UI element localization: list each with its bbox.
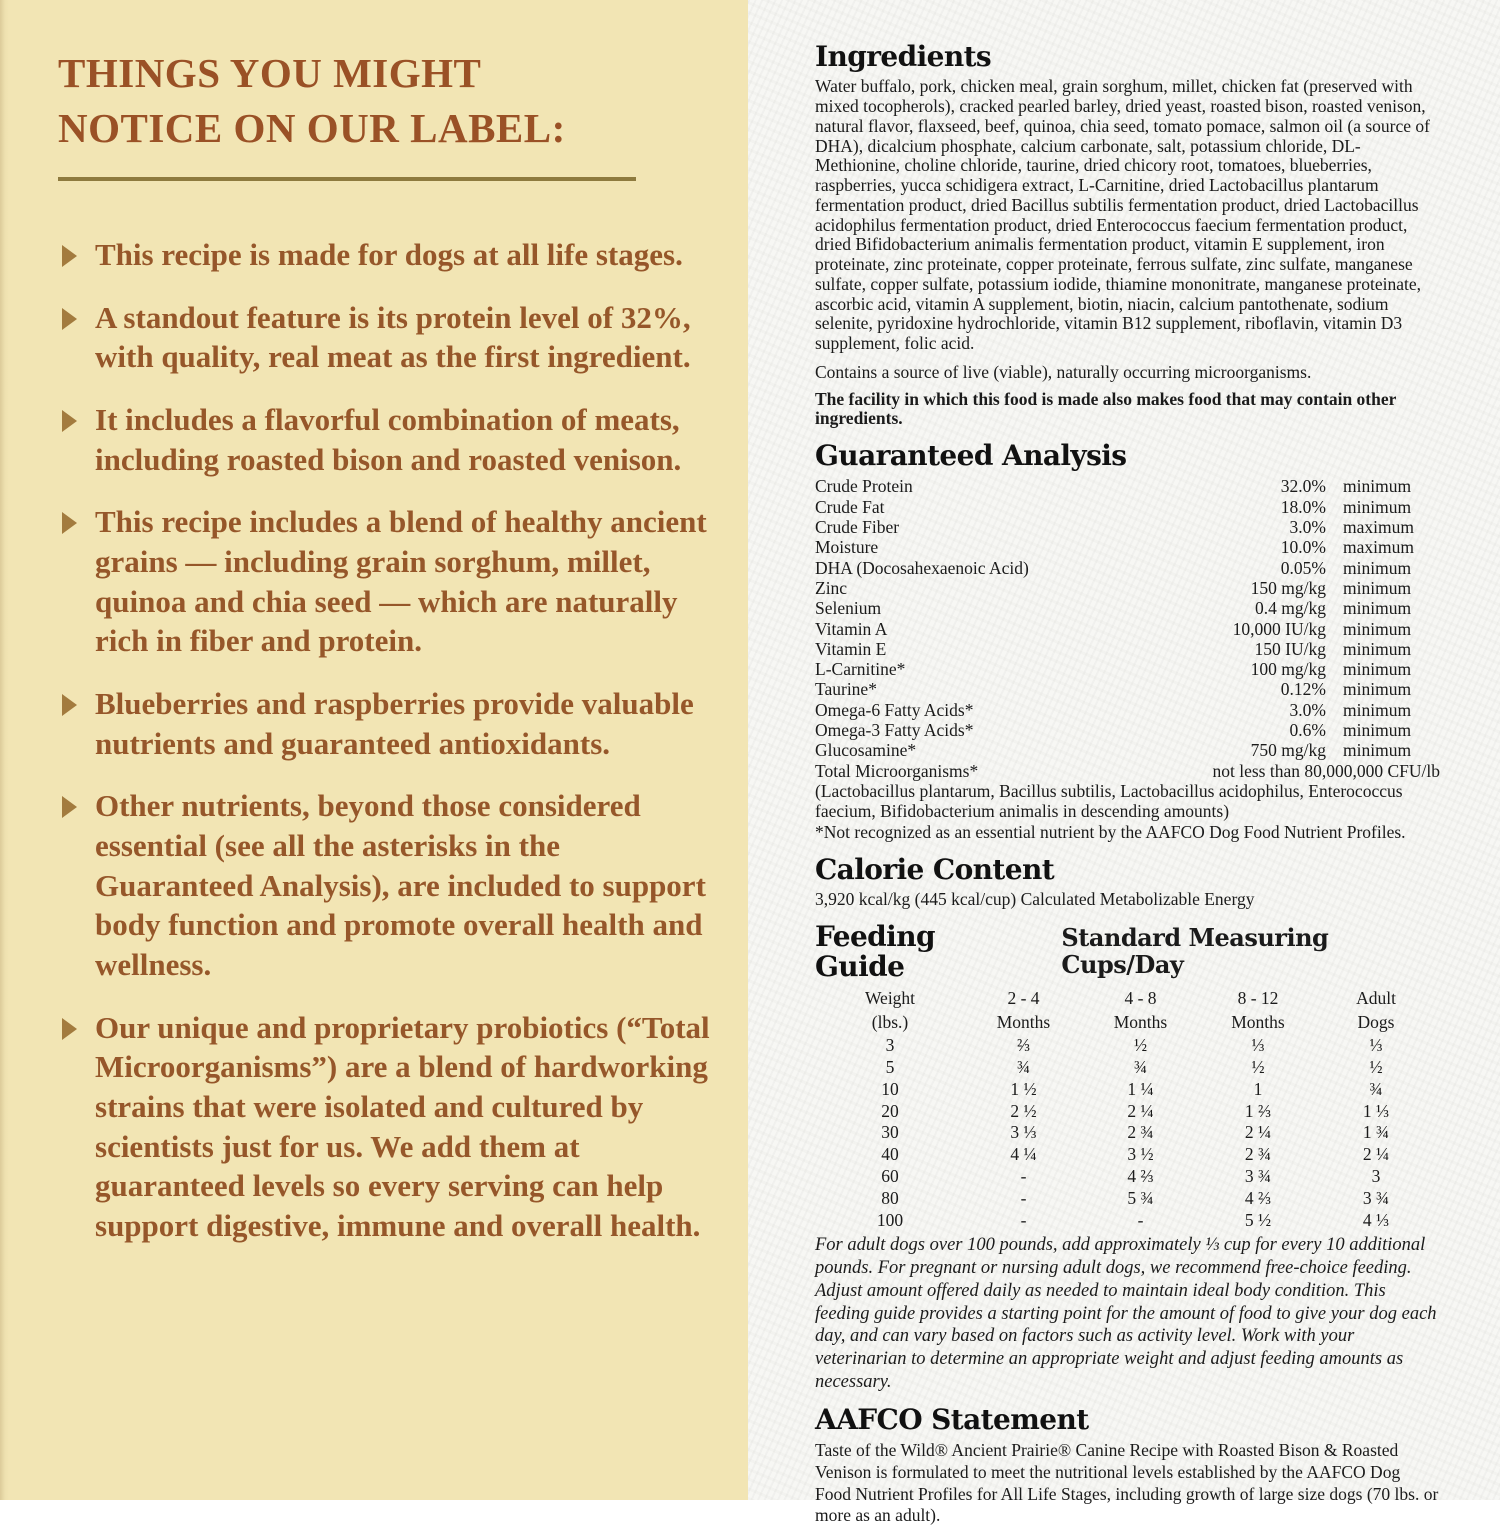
table-row — [815, 740, 1440, 760]
weight-cell: 60 — [881, 1166, 899, 1187]
bullet-triangle-icon — [62, 512, 77, 534]
calorie-content-heading: Calorie Content — [815, 852, 1055, 886]
label-notes-list — [58, 235, 720, 1246]
table-row — [815, 497, 1440, 517]
feeding-guide-note: For adult dogs over 100 pounds, add approximately ⅓ cup for every 10 additional pounds. For pregnant or nursing adult dogs, we recommend free-choice feeding. Adjust amount offered daily as needed to maintain ideal body condition. This feeding guide provides a starting point for the amount of food to give your dog each day, and can vary based on factors such as activity level. Work with your veterinarian to determine an appropriate weight and adjust feeding amounts as necessary. — [815, 1235, 1437, 1392]
table-row — [815, 1101, 1435, 1123]
cups-2-4-months-cell: ⅔ — [1016, 1035, 1031, 1056]
cups-2-4-months-cell: 1 ½ — [1010, 1078, 1037, 1099]
left-panel-title — [58, 46, 720, 155]
aafco-statement-section — [815, 1402, 1440, 1527]
feeding-guide-section — [815, 919, 1440, 1394]
table-row — [815, 679, 1440, 699]
table-row — [815, 598, 1440, 618]
calorie-content-text: 3,920 kcal/kg (445 kcal/cup) Calculated Metabolizable Energy — [815, 889, 1255, 910]
cups-4-8-months-cell: 3 ½ — [1127, 1144, 1154, 1165]
cups-adult-cell: 4 ⅓ — [1362, 1209, 1390, 1230]
nutrient-qualifier: maximum — [1343, 517, 1414, 538]
cups-2-4-months-cell: 3 ⅓ — [1010, 1122, 1037, 1143]
nutrient-qualifier: minimum — [1343, 720, 1412, 741]
list-item — [58, 400, 720, 479]
column-header-line-1: Adult — [1356, 988, 1396, 1009]
nutrient-label: Vitamin A — [815, 618, 888, 639]
table-row — [815, 1122, 1435, 1144]
left-panel — [0, 0, 748, 1500]
column-header-line-1: 2 - 4 — [1007, 988, 1040, 1009]
weight-cell: 100 — [876, 1209, 904, 1230]
title-line-1: THINGS YOU MIGHT — [58, 50, 482, 96]
feeding-guide-header — [815, 919, 1440, 984]
nutrient-value: 0.6% — [1289, 720, 1326, 741]
contains-statement: Contains a source of live (viable), naturally occurring microorganisms. — [815, 361, 1312, 382]
nutrient-label: Total Microorganisms* — [815, 760, 979, 781]
nutrient-value: 10,000 IU/kg — [1232, 618, 1326, 639]
nutrient-label: DHA (Docosahexaenoic Acid) — [815, 557, 1029, 578]
cups-adult-cell: 2 ¼ — [1362, 1144, 1390, 1165]
column-header — [965, 986, 1082, 1034]
nutrient-label: Omega-3 Fatty Acids* — [815, 720, 974, 741]
column-header-line-2: Months — [996, 1012, 1051, 1033]
cups-2-4-months-cell: - — [1020, 1209, 1027, 1230]
table-row — [815, 558, 1440, 578]
bullet-triangle-icon — [62, 1018, 77, 1040]
column-header — [1317, 986, 1435, 1034]
column-header — [815, 986, 965, 1034]
cups-adult-cell: 3 ¾ — [1362, 1187, 1390, 1208]
column-header-line-2: (lbs.) — [871, 1012, 909, 1033]
bullet-triangle-icon — [62, 796, 77, 818]
bullet-text: This recipe is made for dogs at all life stages. — [95, 237, 683, 273]
cups-adult-cell: 1 ⅓ — [1362, 1100, 1390, 1121]
nutrient-value: 0.05% — [1280, 557, 1326, 578]
nutrient-qualifier: minimum — [1343, 659, 1412, 680]
nutrient-label: Vitamin E — [815, 638, 887, 659]
column-header-line-2: Dogs — [1357, 1012, 1395, 1033]
nutrient-value: 750 mg/kg — [1250, 740, 1326, 761]
aafco-statement-heading: AAFCO Statement — [815, 1402, 1089, 1436]
cups-8-12-months-cell: 2 ¾ — [1244, 1144, 1272, 1165]
weight-cell: 80 — [881, 1187, 899, 1208]
table-row — [815, 517, 1440, 537]
nutrient-qualifier: minimum — [1343, 740, 1412, 761]
cups-2-4-months-cell: ¾ — [1016, 1057, 1031, 1078]
nutrient-label: Omega-6 Fatty Acids* — [815, 699, 974, 720]
ingredients-section — [815, 42, 1440, 429]
cups-2-4-months-cell: - — [1020, 1166, 1027, 1187]
table-row — [815, 1188, 1435, 1210]
cups-adult-cell: ¾ — [1369, 1078, 1383, 1099]
list-item — [58, 502, 720, 661]
nutrient-qualifier: minimum — [1343, 598, 1412, 619]
nutrient-qualifier: minimum — [1343, 699, 1412, 720]
column-header-line-1: 8 - 12 — [1237, 988, 1279, 1009]
nutrient-qualifier: minimum — [1343, 618, 1412, 639]
cups-2-4-months-cell: 4 ¼ — [1010, 1144, 1037, 1165]
table-row — [815, 1079, 1435, 1101]
cups-8-12-months-cell: 4 ⅔ — [1244, 1187, 1272, 1208]
table-row — [815, 1144, 1435, 1166]
table-row — [815, 537, 1440, 557]
cups-4-8-months-cell: ½ — [1133, 1035, 1148, 1056]
cups-adult-cell: ⅓ — [1369, 1035, 1383, 1056]
nutrient-label: Crude Fat — [815, 496, 885, 517]
nutrient-value: 0.4 mg/kg — [1255, 598, 1326, 619]
cups-8-12-months-cell: 3 ¾ — [1244, 1166, 1272, 1187]
nutrient-value: 32.0% — [1280, 476, 1326, 497]
nutrient-label: Selenium — [815, 598, 882, 619]
table-row — [815, 578, 1440, 598]
nutrient-qualifier: minimum — [1343, 638, 1412, 659]
ingredients-heading: Ingredients — [815, 40, 992, 73]
list-item — [58, 684, 720, 763]
cups-8-12-months-cell: ½ — [1251, 1057, 1265, 1078]
cups-8-12-months-cell: 1 — [1253, 1078, 1263, 1099]
cups-8-12-months-cell: 1 ⅔ — [1244, 1100, 1272, 1121]
bullet-text: Blueberries and raspberries provide valuable nutrients and guaranteed antioxidants. — [95, 686, 694, 761]
cups-adult-cell: 1 ¾ — [1362, 1122, 1390, 1143]
cups-8-12-months-cell: ⅓ — [1251, 1035, 1265, 1056]
nutrient-label: Crude Protein — [815, 476, 913, 497]
nutrient-value: 18.0% — [1280, 496, 1326, 517]
strains-note: (Lactobacillus plantarum, Bacillus subtilis, Lactobacillus acidophilus, Enterococcus faecium, Bifidobacterium animalis in descending amounts) — [815, 780, 1403, 822]
nutrient-qualifier: minimum — [1343, 557, 1412, 578]
cups-4-8-months-cell: - — [1137, 1209, 1144, 1230]
nutrient-qualifier: minimum — [1343, 679, 1412, 700]
nutrient-value: 3.0% — [1289, 517, 1326, 538]
bullet-text: This recipe includes a blend of healthy ancient grains — including grain sorghum, millet, quinoa and chia seed — which are naturally rich in fiber and protein. — [95, 504, 707, 659]
title-line-2: NOTICE ON OUR LABEL: — [58, 104, 566, 151]
column-header-line-1: 4 - 8 — [1124, 988, 1157, 1009]
cups-4-8-months-cell: 1 ¼ — [1127, 1078, 1154, 1099]
column-header — [1199, 986, 1317, 1034]
ingredients-text: Water buffalo, pork, chicken meal, grain sorghum, millet, chicken fat (preserved with mixed tocopherols), cracked pearled barley, dried yeast, roasted bison, roasted venison, natural flavor, flaxseed, beef, quinoa, chia seed, tomato pomace, salmon oil (a source of DHA), dicalcium phosphate, calcium carbonate, salt, potassium chloride, DL-Methionine, choline chloride, taurine, dried chicory root, tomatoes, blueberries, raspberries, yucca schidigera extract, L-Carnitine, dried Lactobacillus plantarum fermentation product, dried Bacillus subtilis fermentation product, dried Lactobacillus acidophilus fermentation product, dried Enterococcus faecium fermentation product, dried Bifidobacterium animalis fermentation product, vitamin E supplement, iron proteinate, zinc proteinate, copper proteinate, ferrous sulfate, zinc sulfate, manganese sulfate, copper sulfate, potassium iodide, thiamine mononitrate, manganese proteinate, ascorbic acid, vitamin A supplement, biotin, niacin, calcium pantothenate, sodium selenite, pyridoxine hydrochloride, vitamin B12 supplement, riboflavin, vitamin D3 supplement, folic acid. — [815, 76, 1430, 354]
bullet-triangle-icon — [62, 245, 77, 267]
total-microorganisms-row — [815, 761, 1440, 781]
weight-cell: 3 — [885, 1035, 895, 1056]
bullet-text: It includes a flavorful combination of meats, including roasted bison and roasted venison. — [95, 402, 682, 477]
nutrient-label: Crude Fiber — [815, 517, 900, 538]
feeding-guide-subtitle: Standard Measuring Cups/Day — [1061, 922, 1329, 979]
table-row — [815, 1057, 1435, 1079]
feeding-guide-heading: Feeding Guide — [815, 919, 935, 984]
aafco-statement-text: Taste of the Wild® Ancient Prairie® Canine Recipe with Roasted Bison & Roasted Venison is formulated to meet the nutritional levels established by the AAFCO Dog Food Nutrient Profiles for All Life Stages, including growth of large size dogs (70 lbs. or more as an adult). — [815, 1439, 1439, 1526]
nutrient-qualifier: minimum — [1343, 577, 1412, 598]
table-row — [815, 1035, 1435, 1057]
nutrient-value: 150 mg/kg — [1250, 577, 1326, 598]
table-row — [815, 1166, 1435, 1188]
cups-2-4-months-cell: - — [1020, 1187, 1027, 1208]
nutrient-qualifier: maximum — [1343, 537, 1414, 558]
bullet-triangle-icon — [62, 308, 77, 330]
list-item — [58, 786, 720, 984]
nutrient-label: Glucosamine* — [815, 740, 917, 761]
weight-cell: 10 — [881, 1078, 899, 1099]
bullet-triangle-icon — [62, 410, 77, 432]
guaranteed-analysis-section — [815, 441, 1440, 842]
cups-adult-cell: 3 — [1371, 1166, 1381, 1187]
title-divider — [58, 177, 636, 181]
bullet-text: A standout feature is its protein level of 32%, with quality, real meat as the first ingredient. — [95, 299, 691, 375]
nutrient-value: 150 IU/kg — [1254, 638, 1326, 659]
bullet-text: Other nutrients, beyond those considered essential (see all the asterisks in the Guaranteed Analysis), are included to support body function and promote overall health and wellness. — [95, 788, 706, 983]
cups-4-8-months-cell: 2 ¾ — [1127, 1122, 1154, 1143]
column-header-line-1: Weight — [864, 988, 916, 1009]
nutrient-value: 3.0% — [1289, 699, 1326, 720]
bullet-triangle-icon — [62, 694, 77, 716]
weight-cell: 5 — [885, 1057, 895, 1078]
table-row — [815, 659, 1440, 679]
nutrient-label: Moisture — [815, 537, 879, 558]
cups-4-8-months-cell: ¾ — [1133, 1057, 1148, 1078]
facility-statement: The facility in which this food is made also makes food that may contain other ingredients. — [815, 388, 1397, 429]
guaranteed-analysis-table — [815, 476, 1440, 760]
feeding-guide-column-headers — [815, 986, 1435, 1035]
nutrient-label: L-Carnitine* — [815, 659, 906, 680]
table-row — [815, 619, 1440, 639]
cups-2-4-months-cell: 2 ½ — [1010, 1100, 1037, 1121]
weight-cell: 30 — [881, 1122, 899, 1143]
table-row — [815, 1210, 1435, 1232]
column-header-line-2: Months — [1231, 1012, 1285, 1033]
column-header-line-2: Months — [1113, 1012, 1168, 1033]
feeding-guide-rows — [815, 1035, 1435, 1231]
right-panel — [748, 0, 1500, 1526]
column-header — [1082, 986, 1199, 1034]
bullet-text: Our unique and proprietary probiotics (“Total Microorganisms”) are a blend of hardworking strains that were isolated and cultured by scientists just for us. We add them at guaranteed levels so every serving can help support digestive, immune and overall health. — [95, 1009, 710, 1244]
nutrient-value: not less than 80,000,000 CFU/lb — [1212, 760, 1440, 781]
table-row — [815, 476, 1440, 496]
cups-8-12-months-cell: 2 ¼ — [1244, 1122, 1272, 1143]
guaranteed-analysis-heading: Guaranteed Analysis — [815, 439, 1127, 473]
cups-4-8-months-cell: 4 ⅔ — [1127, 1166, 1154, 1187]
nutrient-qualifier: minimum — [1343, 496, 1412, 517]
asterisk-note: *Not recognized as an essential nutrient by the AAFCO Dog Food Nutrient Profiles. — [815, 821, 1406, 842]
list-item — [58, 235, 720, 275]
feeding-guide-table — [815, 986, 1435, 1231]
nutrient-label: Taurine* — [815, 679, 877, 700]
cups-4-8-months-cell: 5 ¾ — [1127, 1187, 1154, 1208]
table-row — [815, 639, 1440, 659]
calorie-content-section — [815, 852, 1440, 910]
list-item — [58, 298, 720, 377]
list-item — [58, 1008, 720, 1246]
weight-cell: 20 — [881, 1100, 899, 1121]
cups-4-8-months-cell: 2 ¼ — [1127, 1100, 1154, 1121]
nutrient-value: 0.12% — [1280, 679, 1326, 700]
table-row — [815, 720, 1440, 740]
nutrient-label: Zinc — [815, 577, 848, 598]
nutrient-qualifier: minimum — [1343, 476, 1412, 497]
table-row — [815, 700, 1440, 720]
weight-cell: 40 — [881, 1144, 899, 1165]
cups-adult-cell: ½ — [1369, 1057, 1383, 1078]
nutrient-value: 10.0% — [1280, 537, 1326, 558]
nutrient-value: 100 mg/kg — [1250, 659, 1326, 680]
cups-8-12-months-cell: 5 ½ — [1244, 1209, 1272, 1230]
